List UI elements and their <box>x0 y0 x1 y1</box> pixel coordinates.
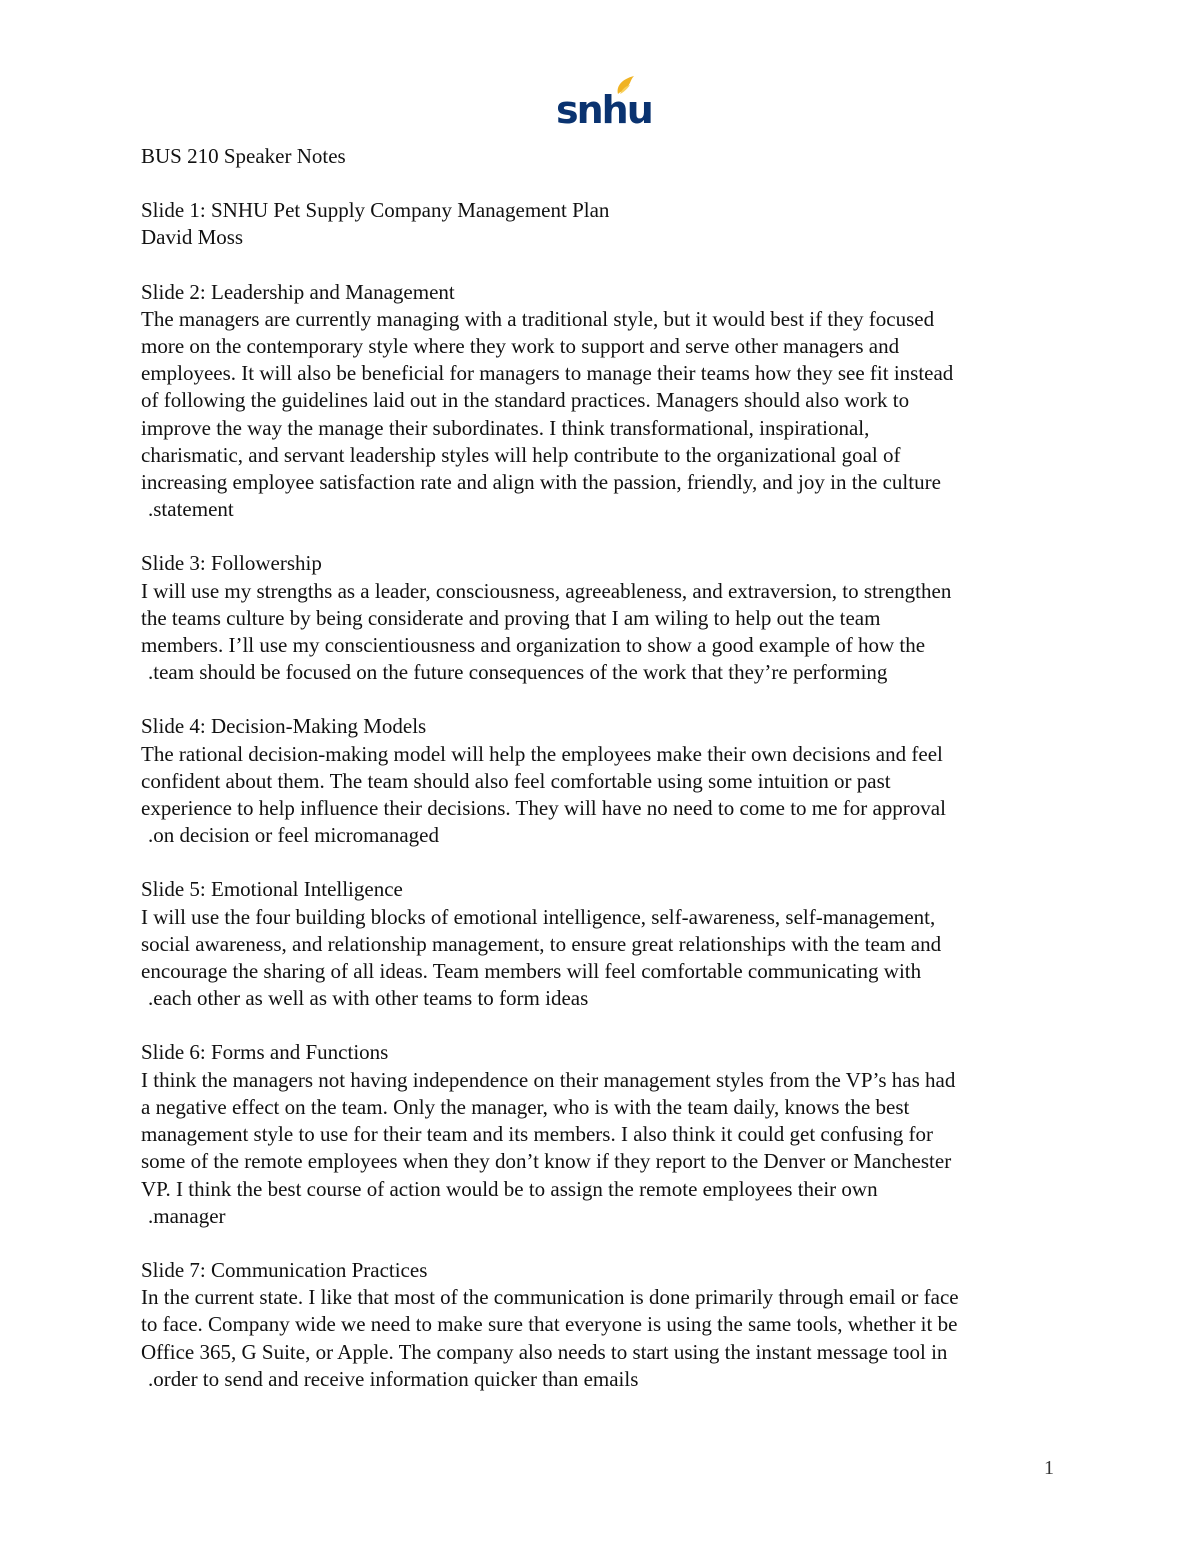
slide-body-line: the teams culture by being considerate and proving that I am wiling to help out the team <box>141 605 881 630</box>
slide-heading: Slide 4: Decision-Making Models <box>141 714 427 739</box>
slide-heading: Slide 5: Emotional Intelligence <box>141 877 403 902</box>
slide-body-line: charismatic, and servant leadership styles will help contribute to the organizational goal of <box>141 442 901 467</box>
slide-body-line: I think the managers not having independence on their management styles from the VP’s has had <box>141 1067 956 1092</box>
slide-heading: Slide 6: Forms and Functions <box>141 1040 389 1065</box>
slide-heading: Slide 1: SNHU Pet Supply Company Management Plan <box>141 198 610 223</box>
slide-body-line: encourage the sharing of all ideas. Team members will feel comfortable communicating with <box>141 959 922 984</box>
slide-body-line: more on the contemporary style where they work to support and serve other managers and <box>141 334 900 359</box>
slide-heading: Slide 7: Communication Practices <box>141 1257 428 1282</box>
slide-body-line: VP. I think the best course of action would be to assign the remote employees their own <box>141 1176 878 1201</box>
page-number: 1 <box>1044 1457 1054 1479</box>
slide-body-line: a negative effect on the team. Only the manager, who is with the team daily, knows the best <box>141 1094 910 1119</box>
slide-section-6 <box>141 1039 1061 1229</box>
slide-body-line: to face. Company wide we need to make sure that everyone is using the same tools, whether it be <box>141 1312 958 1337</box>
slide-body-line: Office 365, G Suite, or Apple. The company also needs to start using the instant message tool in <box>141 1339 948 1364</box>
slide-section-3 <box>141 550 1061 686</box>
slide-heading: Slide 3: Followership <box>141 551 322 576</box>
slide-body-line: The managers are currently managing with a traditional style, but it would best if they focused <box>141 306 935 331</box>
snhu-logo-text: snhu <box>556 88 652 132</box>
document-body <box>141 143 1061 1420</box>
slide-body-line: employees. It will also be beneficial for managers to manage their teams how they see fit instead <box>141 361 954 386</box>
slide-body-line: experience to help influence their decisions. They will have no need to come to me for approval <box>141 796 946 821</box>
slide-section-2 <box>141 279 1061 524</box>
slide-body-line: I will use the four building blocks of emotional intelligence, self-awareness, self-management, <box>141 904 936 929</box>
slide-body-line: The rational decision-making model will help the employees make their own decisions and feel <box>141 741 943 766</box>
slide-body-line: members. I’ll use my conscientiousness and organization to show a good example of how the <box>141 633 926 658</box>
slide-body-line: .on decision or feel micromanaged <box>148 823 439 848</box>
slide-body-line: .statement <box>148 497 234 522</box>
slide-body-line: social awareness, and relationship management, to ensure great relationships with the team and <box>141 931 942 956</box>
slide-body-line: improve the way the manage their subordinates. I think transformational, inspirational, <box>141 415 870 440</box>
slide-section-7 <box>141 1257 1061 1393</box>
slide-section-1 <box>141 197 1061 251</box>
slide-body-line: management style to use for their team and its members. I also think it could get confusing for <box>141 1122 933 1147</box>
slide-body-line: David Moss <box>141 225 244 250</box>
slide-body-line: increasing employee satisfaction rate and align with the passion, friendly, and joy in the culture <box>141 470 941 495</box>
slide-body-line: .team should be focused on the future consequences of the work that they’re performing <box>148 660 888 685</box>
slide-body-line: .each other as well as with other teams to form ideas <box>148 986 589 1011</box>
slide-body-line: .manager <box>148 1203 226 1228</box>
slide-body-line: of following the guidelines laid out in the standard practices. Managers should also work to <box>141 388 910 413</box>
slide-body-line: .order to send and receive information quicker than emails <box>148 1366 639 1391</box>
slide-section-5 <box>141 876 1061 1012</box>
slide-body-line: In the current state. I like that most of the communication is done primarily through email or face <box>141 1285 959 1310</box>
snhu-logo <box>556 74 652 132</box>
slide-body-line: some of the remote employees when they don’t know if they report to the Denver or Manchester <box>141 1149 952 1174</box>
slide-section-4 <box>141 713 1061 849</box>
slide-body-line: confident about them. The team should also feel comfortable using some intuition or past <box>141 768 891 793</box>
slide-body-line: I will use my strengths as a leader, consciousness, agreeableness, and extraversion, to strengthen <box>141 578 952 603</box>
document-title: BUS 210 Speaker Notes <box>141 144 346 168</box>
slide-heading: Slide 2: Leadership and Management <box>141 279 455 304</box>
